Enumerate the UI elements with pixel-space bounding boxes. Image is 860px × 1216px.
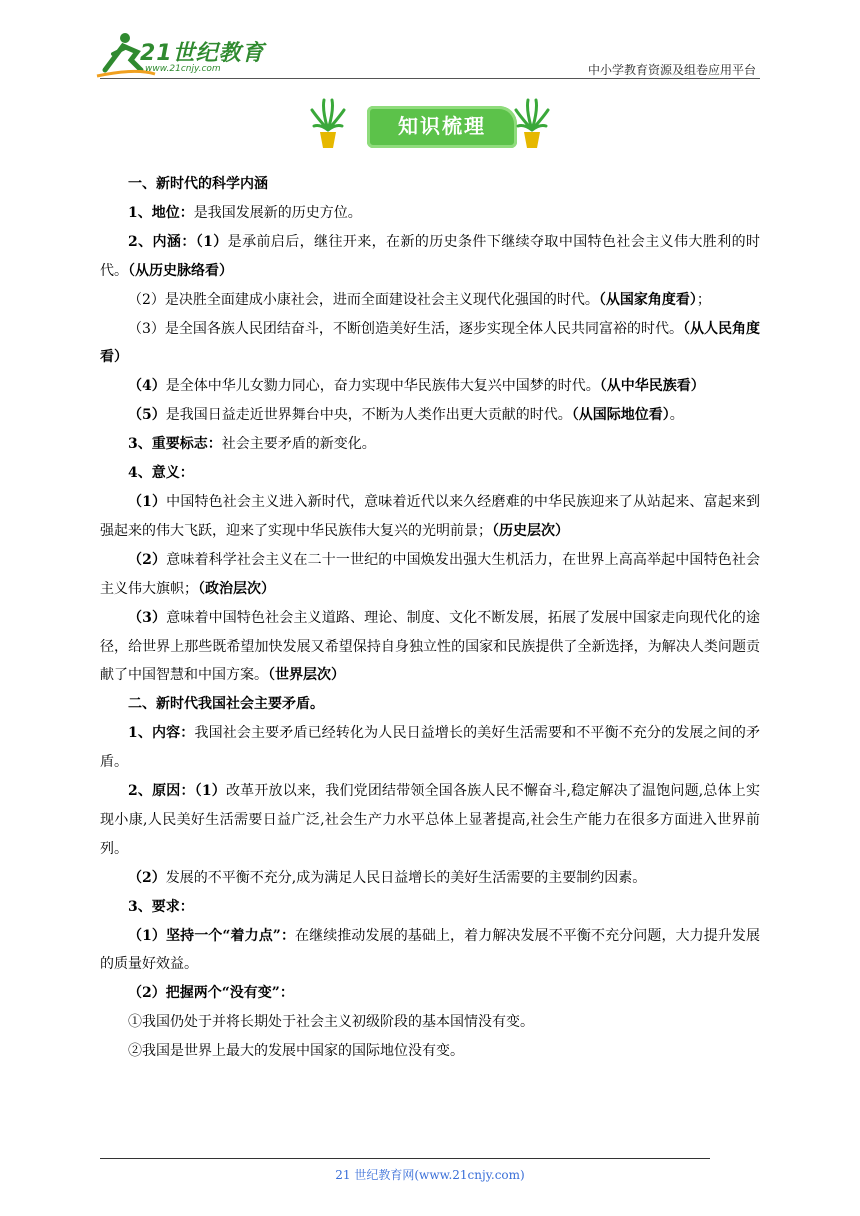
paragraph [100,604,760,691]
paragraph: 4、意义： [128,465,194,482]
item-text: 发展的不平衡不充分,成为满足人民日益增长的美好生活需要的主要制约因素。 [165,869,647,886]
logo-name: 21世纪教育 [140,41,265,66]
paragraph [100,922,760,980]
item-text: 是承前启后，继往开来，在新的历史条件下继续夺取中国特色社会主义伟大胜利的时代。 [100,233,760,279]
paragraph: 3、要求： [128,898,194,915]
item-head: 2、原因：（1） [128,783,226,800]
item-note: （政治层次） [198,580,275,597]
item-text: 改革开放以来，我们党团结带领全国各族人民不懈奋斗,稳定解决了温饱问题,总体上实现小康,人民美好生活需要日益广泛,社会生产力水平总体上显著提高,社会生产能力在很多方面进入世界前列。 [100,783,760,857]
paragraph [100,719,760,777]
banner-title: 知识梳理 [398,114,486,138]
paragraph [100,315,760,373]
item-head: 1、内容： [128,725,195,742]
item-text: （2）是决胜全面建成小康社会，进而全面建设社会主义现代化强国的时代。 [128,291,599,308]
item-text: 我国社会主要矛盾已经转化为人民日益增长的美好生活需要和不平衡不充分的发展之间的矛盾。 [100,725,760,771]
item-head: 3、重要标志： [128,436,222,453]
item-note: （历史层次） [492,522,569,539]
item-note: （从国际地位看） [571,407,670,424]
paragraph [100,286,760,315]
item-number: （2） [128,869,166,886]
item-text: 意味着中国特色社会主义道路、理论、制度、文化不断发展，拓展了发展中国家走向现代化的途径，给世界上那些既希望加快发展又希望保持自身独立性的国家和民族提供了全新选择，为解决人类问题贡献了中国智慧和中国方案。 [100,609,760,684]
item-text: 社会主要矛盾的新变化。 [221,436,376,453]
section-heading: 一、新时代的科学内涵 [128,176,268,192]
paragraph: ②我国是世界上最大的发展中国家的国际地位没有变。 [128,1043,464,1060]
paragraph [100,430,760,459]
potted-plant-icon [310,96,346,152]
item-text: 中国特色社会主义进入新时代，意味着近代以来久经磨难的中华民族迎来了从站起来、富起来到强起来的伟大飞跃，迎来了实现中华民族伟大复兴的光明前景； [100,493,760,539]
logo-url: www.21cnjy.com [145,64,221,74]
paragraph [100,228,760,286]
footer-divider [100,1158,710,1159]
item-text: 在继续推动发展的基础上，着力解决发展不平衡不充分问题，大力提升发展的质量好效益。 [100,927,760,973]
item-number: （2） [128,551,167,568]
item-text: 是我国日益走近世界舞台中央，不断为人类作出更大贡献的时代。 [165,407,572,424]
footer-text: 21 世纪教育网(www.21cnjy.com) [335,1168,525,1182]
item-head: 2、内涵： [128,233,196,250]
item-number: （1） [128,493,167,510]
item-head: 1、地位： [128,204,194,221]
item-note: （从中华民族看） [599,378,705,395]
document-body [100,170,760,1066]
section-banner [310,96,580,160]
paragraph: （2）把握两个“没有变”： [128,985,294,1002]
paragraph [100,488,760,546]
platform-title: 中小学教育资源及组卷应用平台 [587,63,756,77]
paragraph [100,864,760,893]
potted-plant-icon [514,96,550,152]
item-number: （1） [195,233,228,250]
item-note: （从人民角度看） [100,320,761,366]
item-text: 是全体中华儿女勠力同心，奋力实现中华民族伟大复兴中国梦的时代。 [165,378,600,395]
item-text: （3）是全国各族人民团结奋斗，不断创造美好生活，逐步实现全体人民共同富裕的时代。 [128,320,683,337]
paragraph: ①我国仍处于并将长期处于社会主义初级阶段的基本国情没有变。 [128,1014,534,1031]
paragraph [100,546,760,604]
paragraph [100,199,760,228]
item-note: （从历史脉络看） [128,262,233,279]
item-number: （4） [128,378,166,395]
header-divider [100,78,760,79]
item-note: （世界层次） [268,667,345,684]
item-text: 。 [669,407,684,424]
page-header [0,0,860,90]
item-head: （1）坚持一个“着力点”： [128,927,296,944]
paragraph [100,372,760,401]
item-number: （5） [128,407,166,424]
paragraph [100,401,760,430]
item-text: 是我国发展新的历史方位。 [193,204,362,221]
paragraph [100,777,760,864]
item-note: （从国家角度看） [598,291,697,308]
item-number: （3） [128,609,167,626]
item-text: ； [696,291,711,308]
item-text: 意味着科学社会主义在二十一世纪的中国焕发出强大生机活力，在世界上高高举起中国特色社会主义伟大旗帜； [100,551,760,597]
section-heading: 二、新时代我国社会主要矛盾。 [128,696,324,713]
